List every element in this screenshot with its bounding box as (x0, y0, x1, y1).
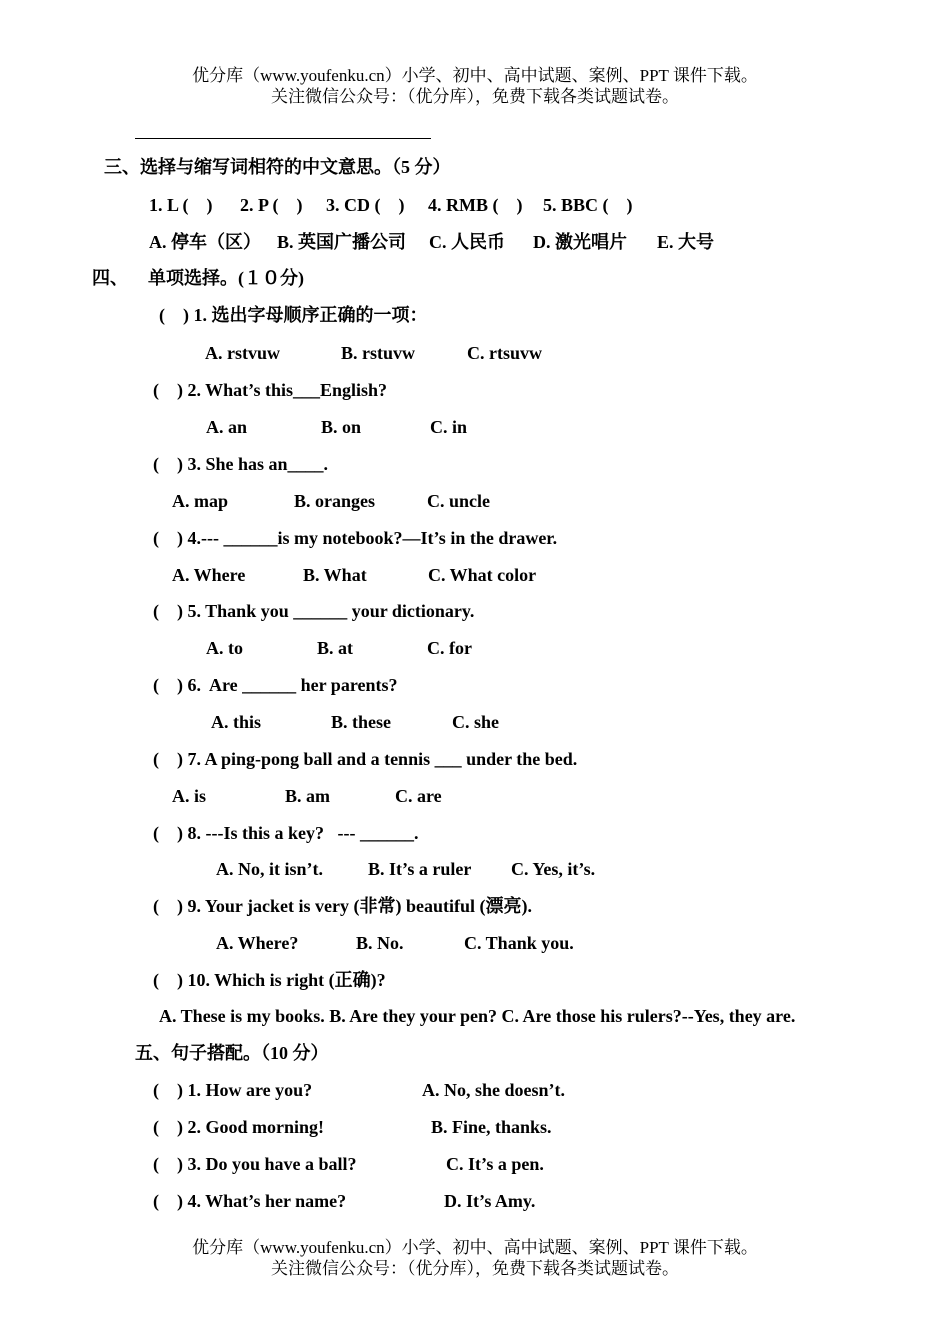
match-right-c: C. It’s a pen. (446, 1154, 544, 1174)
page-footer-line-1: 优分库（www.youfenku.cn）小学、初中、高中试题、案例、PPT 课件下载。 (192, 1238, 758, 1257)
match-right-b: B. Fine, thanks. (431, 1117, 552, 1137)
page-footer-line-2: 关注微信公众号：（优分库），免费下载各类试题试卷。 (271, 1259, 679, 1278)
abbr-item-3: 3. CD ( ) (326, 195, 405, 215)
question-6: ( ) 6. Are ______ her parents? (153, 675, 398, 695)
abbr-option-e: E. 大号 (657, 232, 715, 252)
match-right-a: A. No, she doesn’t. (422, 1080, 566, 1100)
q9-option-b: B. No. (356, 933, 404, 953)
q6-option-c: C. she (452, 712, 500, 732)
q4-option-a: A. Where (172, 565, 246, 585)
section-4-number: 四、 (92, 268, 128, 288)
q9-option-c: C. Thank you. (464, 933, 574, 953)
question-1: ( ) 1. 选出字母顺序正确的一项： (159, 305, 428, 325)
q3-option-b: B. oranges (294, 491, 375, 511)
q2-option-b: B. on (321, 417, 362, 437)
abbr-item-1: 1. L ( ) (149, 195, 213, 215)
section-5-title: 五、句子搭配。（10 分） (135, 1043, 329, 1063)
page-header-line-1: 优分库（www.youfenku.cn）小学、初中、高中试题、案例、PPT 课件下载。 (192, 66, 758, 85)
q7-option-a: A. is (172, 786, 207, 806)
abbr-option-d: D. 激光唱片 (533, 232, 627, 252)
match-left-3: ( ) 3. Do you have a ball? (153, 1154, 357, 1174)
q8-option-a: A. No, it isn’t. (216, 859, 323, 879)
abbr-item-5: 5. BBC ( ) (543, 195, 633, 215)
abbr-option-a: A. 停车（区） (149, 232, 261, 252)
question-3: ( ) 3. She has an____. (153, 454, 329, 474)
section-3-title: 三、选择与缩写词相符的中文意思。（5 分） (104, 157, 451, 177)
question-8: ( ) 8. ---Is this a key? --- ______. (153, 823, 419, 843)
abbr-item-4: 4. RMB ( ) (428, 195, 523, 215)
q3-option-a: A. map (172, 491, 229, 511)
question-7: ( ) 7. A ping-pong ball and a tennis ___ under the bed. (153, 749, 578, 769)
match-left-4: ( ) 4. What’s her name? (153, 1191, 347, 1211)
abbr-option-c: C. 人民币 (429, 232, 505, 252)
q7-option-c: C. are (395, 786, 442, 806)
q4-option-c: C. What color (428, 565, 537, 585)
question-10: ( ) 10. Which is right (正确)? (153, 970, 386, 990)
question-9: ( ) 9. Your jacket is very (非常) beautiful (漂亮). (153, 896, 532, 916)
q6-option-a: A. this (211, 712, 262, 732)
q5-option-b: B. at (317, 638, 353, 658)
section-4-title: 单项选择。(１０分) (148, 268, 304, 288)
q6-option-b: B. these (331, 712, 391, 732)
abbr-item-2: 2. P ( ) (240, 195, 303, 215)
q8-option-c: C. Yes, it’s. (511, 859, 596, 879)
q5-option-c: C. for (427, 638, 472, 658)
q7-option-b: B. am (285, 786, 330, 806)
page-header-line-2: 关注微信公众号：（优分库），免费下载各类试题试卷。 (271, 87, 679, 106)
q1-option-a: A. rstvuw (205, 343, 280, 363)
match-left-2: ( ) 2. Good morning! (153, 1117, 324, 1137)
abbr-option-b: B. 英国广播公司 (277, 232, 407, 252)
header-divider-line (135, 138, 431, 139)
q1-option-b: B. rstuvw (341, 343, 416, 363)
q10-options: A. These is my books. B. Are they your pen? C. Are those his rulers?--Yes, they are. (159, 1006, 796, 1026)
q4-option-b: B. What (303, 565, 367, 585)
q8-option-b: B. It’s a ruler (368, 859, 472, 879)
q1-option-c: C. rtsuvw (467, 343, 542, 363)
q2-option-a: A. an (206, 417, 248, 437)
q2-option-c: C. in (430, 417, 468, 437)
q9-option-a: A. Where? (216, 933, 299, 953)
question-5: ( ) 5. Thank you ______ your dictionary. (153, 601, 475, 621)
q5-option-a: A. to (206, 638, 243, 658)
match-left-1: ( ) 1. How are you? (153, 1080, 313, 1100)
question-2: ( ) 2. What’s this___English? (153, 380, 388, 400)
match-right-d: D. It’s Amy. (444, 1191, 536, 1211)
q3-option-c: C. uncle (427, 491, 490, 511)
question-4: ( ) 4.--- ______is my notebook?—It’s in the drawer. (153, 528, 558, 548)
